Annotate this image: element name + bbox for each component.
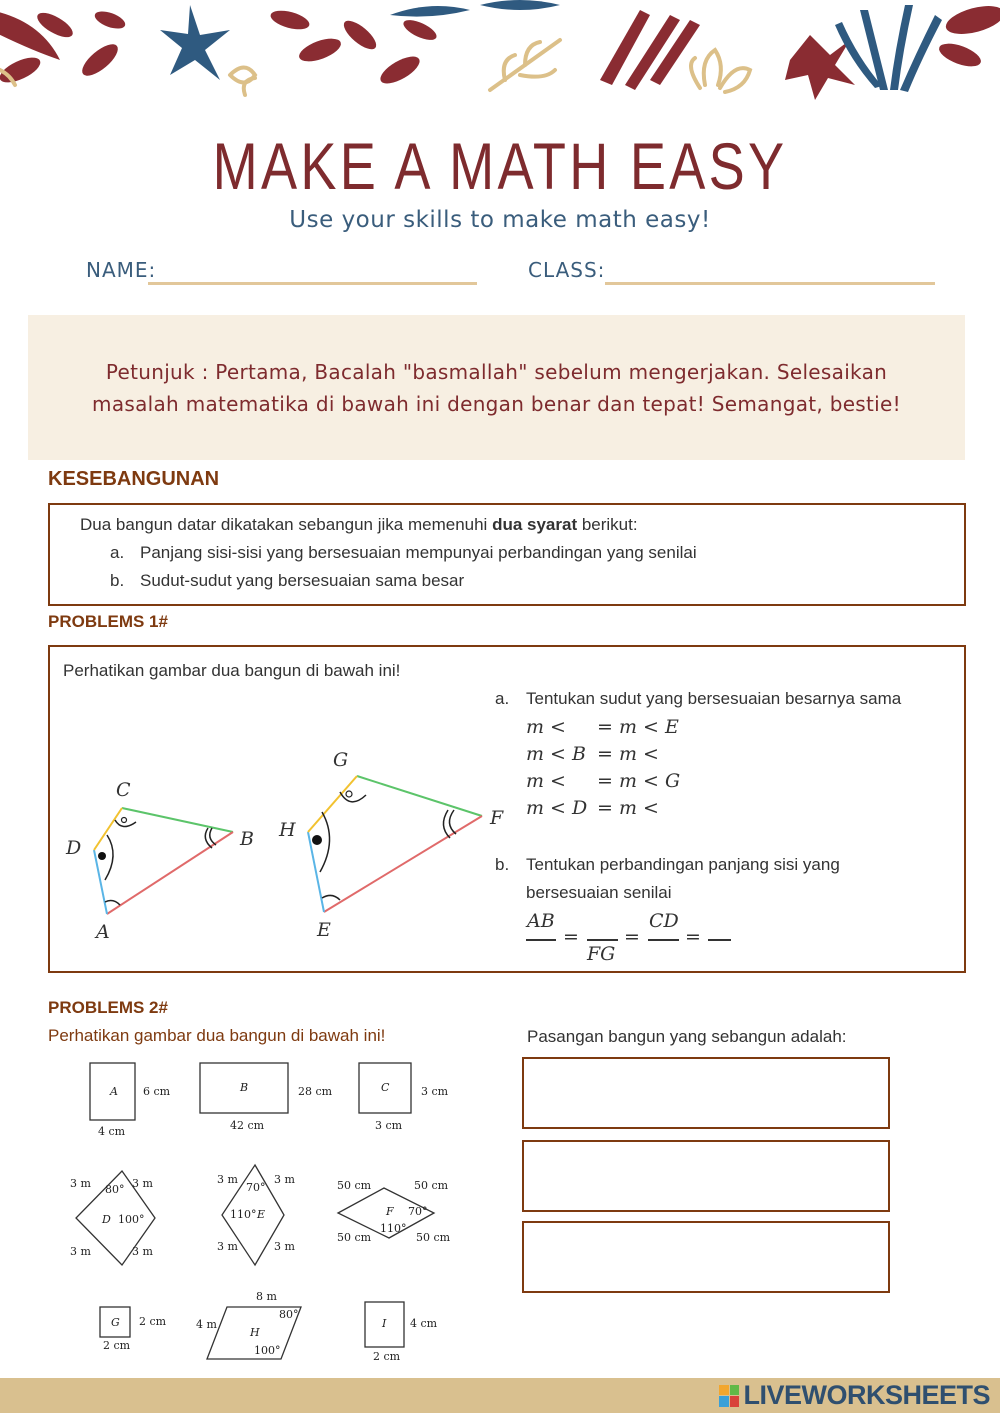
shape-b-label: B xyxy=(240,1081,249,1094)
equation-4-left: m < D xyxy=(526,797,588,819)
question-b-text-2: bersesuaian senilai xyxy=(526,883,672,902)
side-hg xyxy=(308,776,357,832)
vertex-label-e: E xyxy=(317,919,331,941)
equation-4-right: = m < xyxy=(597,797,659,819)
definition-lead-tail: berikut: xyxy=(577,515,638,534)
shape-c-label: C xyxy=(381,1081,390,1094)
definition-item-text: Sudut-sudut yang bersesuaian sama besar xyxy=(140,571,465,590)
problem2-figure xyxy=(60,1055,460,1370)
class-input-line[interactable] xyxy=(605,282,935,285)
answer-box-3[interactable] xyxy=(522,1221,890,1293)
shape-e-side: 3 m xyxy=(274,1240,295,1253)
definition-item-a xyxy=(110,543,697,563)
shape-f-angle-bottom: 110° xyxy=(380,1222,407,1235)
question-b-marker: b. xyxy=(495,855,510,874)
problem1-figure xyxy=(50,740,530,950)
question-b-text-1: Tentukan perbandingan panjang sisi yang xyxy=(526,855,840,874)
page-subtitle: Use your skills to make math easy! xyxy=(289,207,711,233)
definition-lead-text: Dua bangun datar dikatakan sebangun jika memenuhi xyxy=(80,515,493,534)
shape-d-angle-mid: 100° xyxy=(118,1213,145,1226)
shape-i-bottom: 2 cm xyxy=(373,1350,401,1363)
equation-3-left: m < xyxy=(526,770,566,792)
shape-e-side: 3 m xyxy=(217,1240,238,1253)
equation-1-right: = m < E xyxy=(597,716,679,738)
shape-h-top: 8 m xyxy=(256,1290,277,1303)
vertex-label-f: F xyxy=(490,807,504,829)
section-heading: KESEBANGUNAN xyxy=(48,468,220,490)
shape-b-bottom: 42 cm xyxy=(230,1119,265,1132)
vertex-label-c: C xyxy=(116,779,131,801)
question-a-text: Tentukan sudut yang bersesuaian besarnya sama xyxy=(526,689,902,708)
ratio-denominator-fg: FG xyxy=(587,943,616,965)
name-label: NAME: xyxy=(86,258,157,282)
shape-c-side: 3 cm xyxy=(421,1085,449,1098)
shape-h xyxy=(196,1290,301,1359)
problem1-intro: Perhatikan gambar dua bangun di bawah ini! xyxy=(63,661,401,680)
angle-dot xyxy=(312,835,322,845)
side-dc xyxy=(94,808,122,850)
ratio-equals: = xyxy=(563,926,579,948)
shape-f-side: 50 cm xyxy=(337,1179,372,1192)
ratio-equals: = xyxy=(685,926,701,948)
shape-e xyxy=(217,1165,295,1265)
vertex-label-g: G xyxy=(333,749,349,771)
equation-2-right: = m < xyxy=(597,743,659,765)
problem2-heading: PROBLEMS 2# xyxy=(48,998,168,1017)
shape-b-side: 28 cm xyxy=(298,1085,333,1098)
vertex-label-d: D xyxy=(66,837,82,859)
fraction-bar xyxy=(648,939,679,941)
shape-f-side: 50 cm xyxy=(416,1231,451,1244)
shape-g-side: 2 cm xyxy=(139,1315,167,1328)
shape-a-side: 6 cm xyxy=(143,1085,171,1098)
quadrilateral-abcd xyxy=(65,779,254,943)
problem1-heading: PROBLEMS 1# xyxy=(48,612,168,631)
shape-f xyxy=(337,1179,451,1244)
list-marker: a. xyxy=(110,543,125,562)
shape-g-bottom: 2 cm xyxy=(103,1339,131,1352)
equation-2-left: m < B xyxy=(526,743,586,765)
ratio-numerator-ab: AB xyxy=(527,910,555,932)
shape-h-left: 4 m xyxy=(196,1318,217,1331)
quadrilateral-efgh xyxy=(278,749,504,941)
shape-a-label: A xyxy=(110,1085,118,1098)
brand-text: LIVEWORKSHEETS xyxy=(743,1380,990,1410)
pair-question-label: Pasangan bangun yang sebangun adalah: xyxy=(527,1027,847,1046)
list-marker: b. xyxy=(110,571,125,590)
problem2-intro: Perhatikan gambar dua bangun di bawah ini! xyxy=(48,1026,386,1045)
shape-h-label: H xyxy=(250,1326,260,1339)
shape-h-angle-bottom: 100° xyxy=(254,1344,281,1357)
shape-e-label: E xyxy=(257,1208,266,1221)
shape-d-side: 3 m xyxy=(132,1177,153,1190)
shape-e-angle-mid: 110° xyxy=(230,1208,257,1221)
liveworksheets-logo-icon xyxy=(719,1385,739,1407)
shape-a xyxy=(90,1063,171,1138)
class-label: CLASS: xyxy=(528,258,606,282)
definition-box xyxy=(48,503,966,606)
page-title: MAKE A MATH EASY xyxy=(212,129,788,203)
shape-f-angle-right: 70° xyxy=(408,1205,428,1218)
shape-d-side: 3 m xyxy=(70,1177,91,1190)
instructions-panel xyxy=(28,315,965,460)
fraction-bar-answer[interactable] xyxy=(708,939,731,941)
fraction-bar-answer[interactable] xyxy=(587,939,618,941)
shape-i xyxy=(365,1302,438,1363)
liveworksheets-brand[interactable] xyxy=(719,1378,990,1413)
shape-f-side: 50 cm xyxy=(337,1231,372,1244)
shape-c xyxy=(359,1063,449,1132)
equation-3-right: = m < G xyxy=(597,770,681,792)
vertex-label-b: B xyxy=(240,828,254,850)
fraction-bar xyxy=(526,939,556,941)
definition-lead-bold: dua syarat xyxy=(492,515,578,534)
equation-1-left: m < xyxy=(526,716,566,738)
shape-b xyxy=(200,1063,333,1132)
vertex-label-a: A xyxy=(96,921,110,943)
shape-f-label: F xyxy=(386,1205,394,1218)
shape-d-side: 3 m xyxy=(70,1245,91,1258)
decorative-leaf-banner xyxy=(0,0,1000,110)
side-gf xyxy=(357,776,482,816)
shape-e-angle-top: 70° xyxy=(246,1181,266,1194)
shape-i-label: I xyxy=(382,1317,387,1330)
instructions-line-1: Petunjuk : Pertama, Bacalah "basmallah" sebelum mengerjakan. Selesaikan xyxy=(105,359,888,384)
definition-item-b xyxy=(110,571,464,591)
ratio-numerator-cd: CD xyxy=(649,910,679,932)
answer-box-2[interactable] xyxy=(522,1140,890,1212)
instructions-line-2: masalah matematika di bawah ini dengan benar dan tepat! Semangat, bestie! xyxy=(92,391,901,416)
shape-d-angle-top: 80° xyxy=(105,1183,125,1196)
definition-lead xyxy=(80,515,638,535)
shape-c-bottom: 3 cm xyxy=(375,1119,403,1132)
shape-d-side: 3 m xyxy=(132,1245,153,1258)
vertex-label-h: H xyxy=(279,819,296,841)
shape-f-side: 50 cm xyxy=(414,1179,449,1192)
question-a-marker: a. xyxy=(495,689,510,708)
shape-i-side: 4 cm xyxy=(410,1317,438,1330)
angle-dot xyxy=(98,852,106,860)
shape-d-label: D xyxy=(102,1213,111,1226)
ratio-equals: = xyxy=(624,926,640,948)
shape-a-bottom: 4 cm xyxy=(98,1125,126,1138)
shape-g-label: G xyxy=(111,1316,120,1329)
shape-d xyxy=(70,1171,155,1265)
side-cb xyxy=(122,808,233,832)
shape-h-angle-top: 80° xyxy=(279,1308,299,1321)
definition-item-text: Panjang sisi-sisi yang bersesuaian mempunyai perbandingan yang senilai xyxy=(140,543,697,562)
side-fe xyxy=(324,816,482,912)
answer-box-1[interactable] xyxy=(522,1057,890,1129)
name-input-line[interactable] xyxy=(148,282,477,285)
shape-e-side: 3 m xyxy=(274,1173,295,1186)
shape-g xyxy=(100,1307,167,1352)
shape-e-side: 3 m xyxy=(217,1173,238,1186)
